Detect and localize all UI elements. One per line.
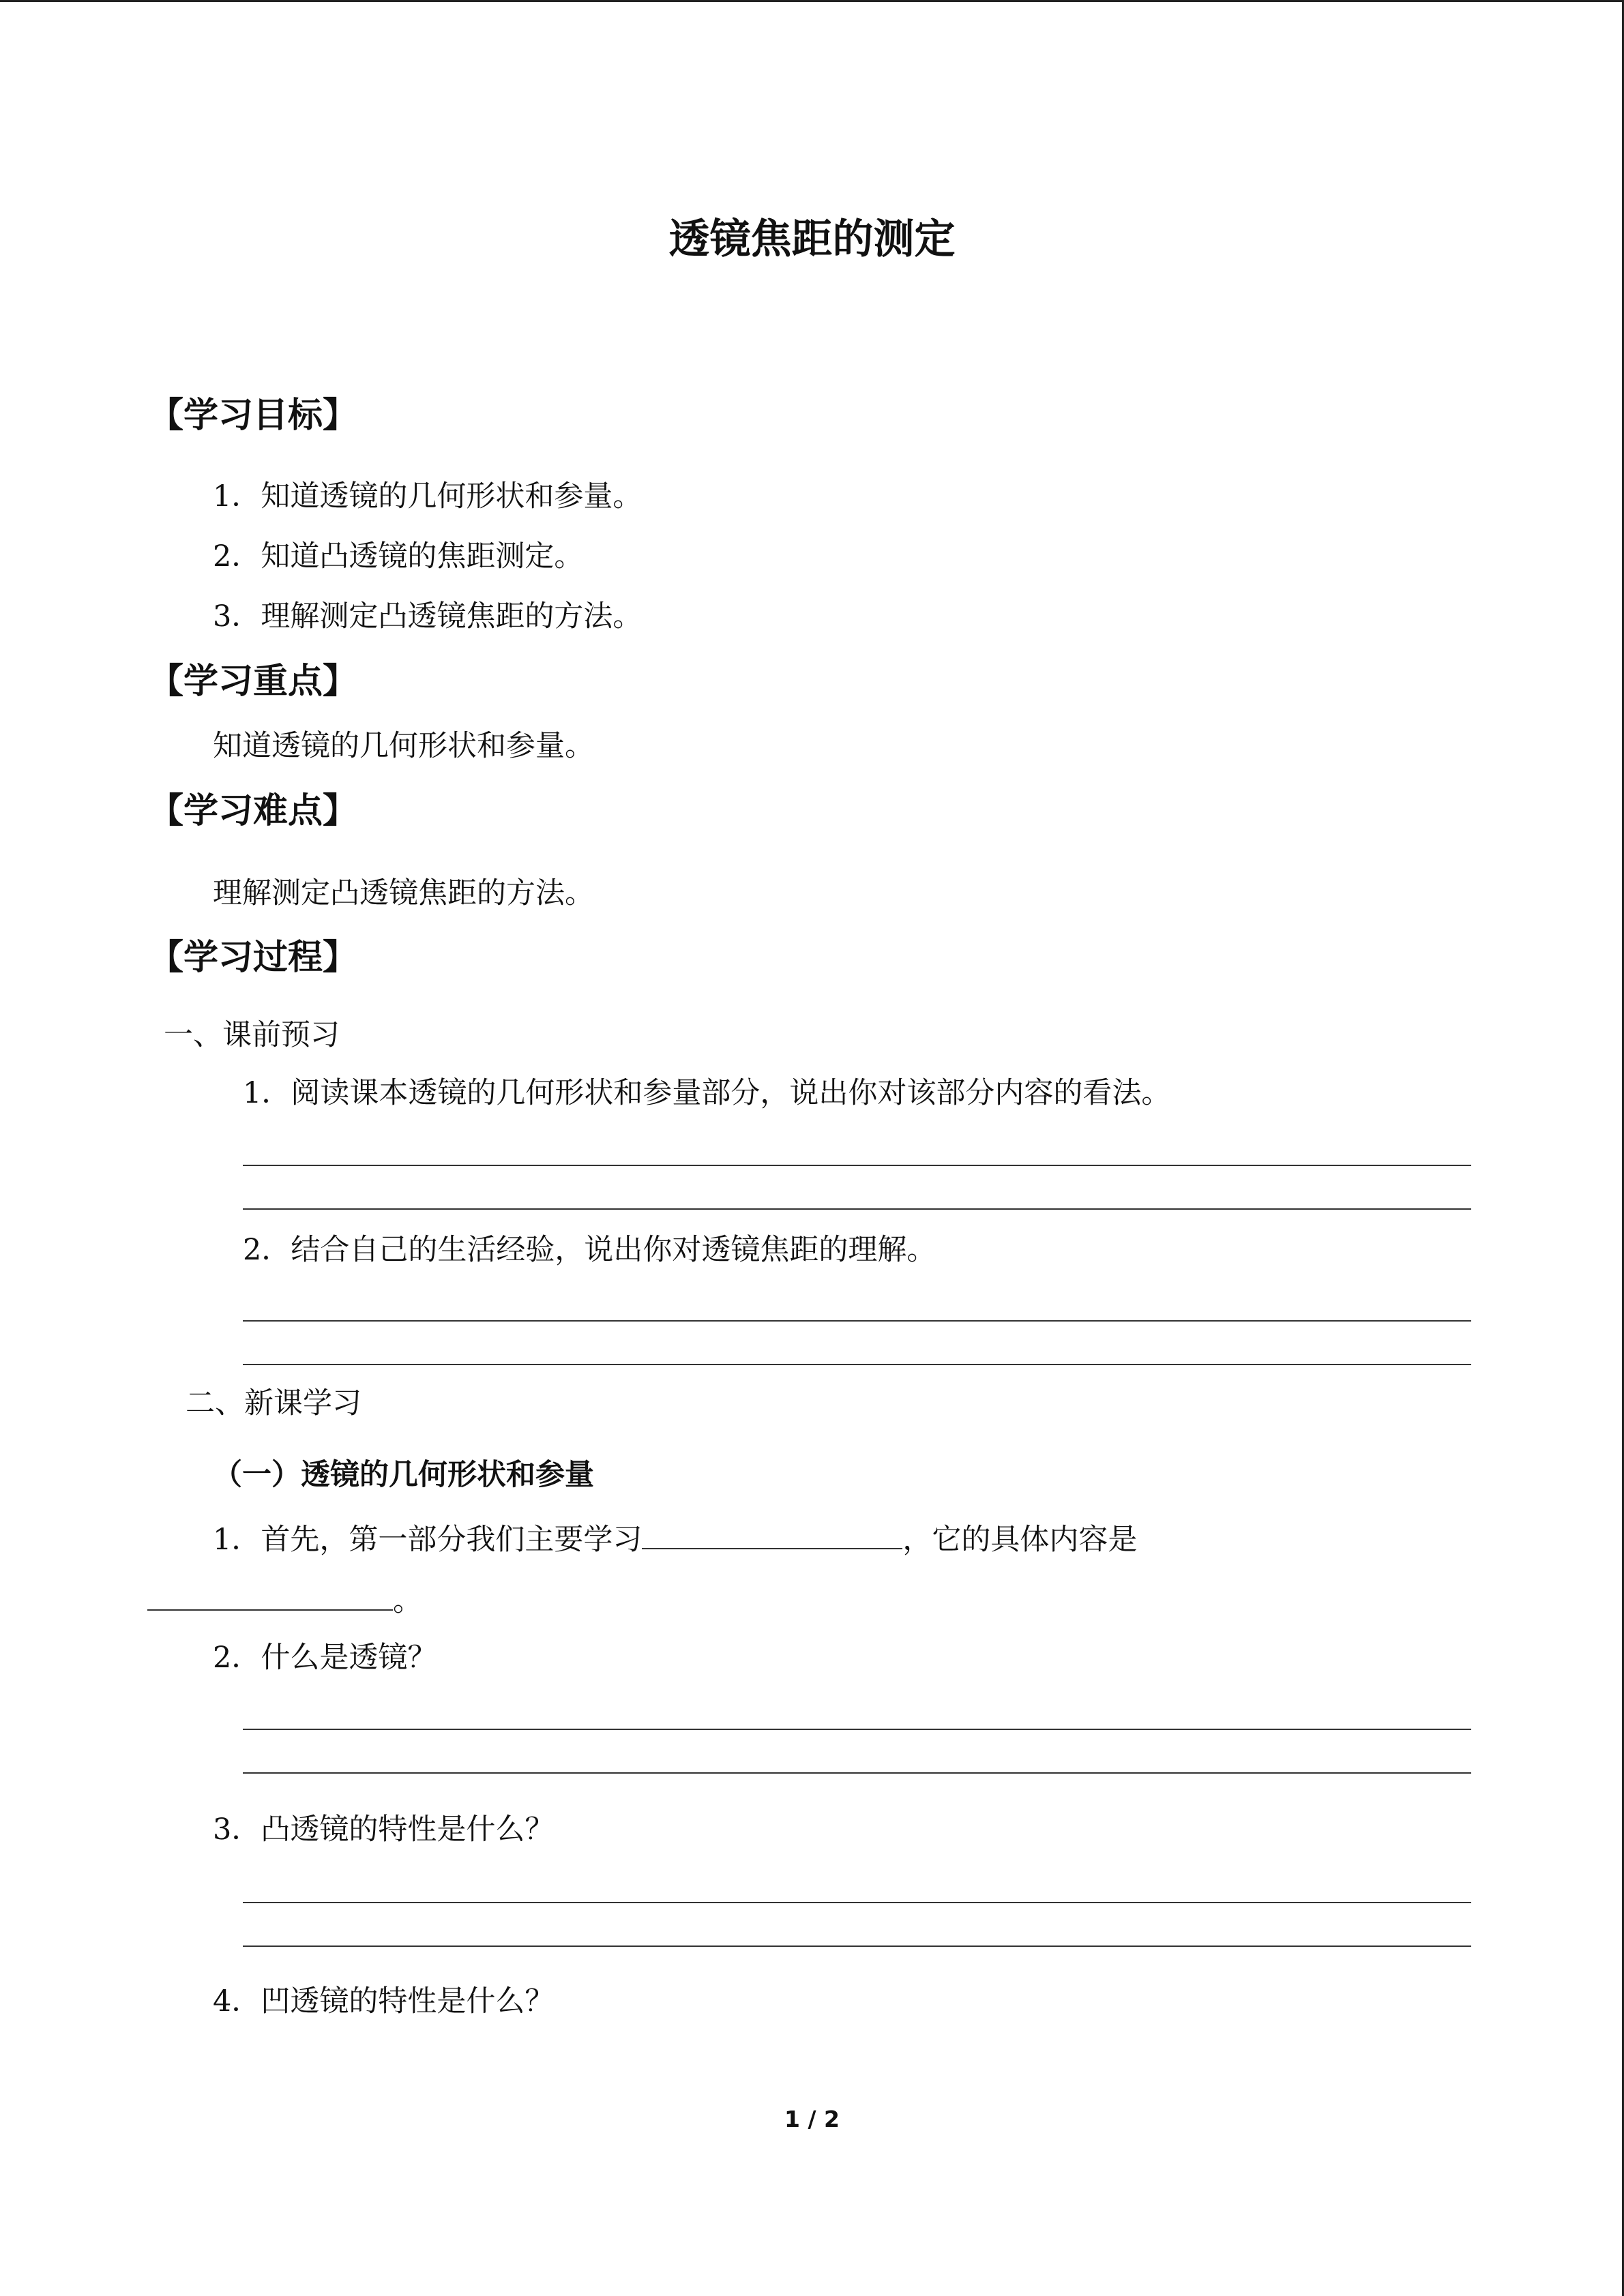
- question-text: 。: [393, 1584, 422, 1618]
- fill-in-blank: [642, 1518, 902, 1549]
- lesson-question-3: 3．凸透镜的特性是什么？: [213, 1813, 555, 1847]
- answer-line: [243, 1364, 1471, 1365]
- preview-question-2: 2．结合自己的生活经验，说出你对透镜焦距的理解。: [243, 1233, 936, 1267]
- objective-item-3: 3．理解测定凸透镜焦距的方法。: [213, 599, 643, 633]
- new-lesson-heading: 二、新课学习: [186, 1386, 361, 1420]
- question-text: 1．首先，第一部分我们主要学习: [213, 1523, 643, 1557]
- lesson-question-2: 2．什么是透镜？: [213, 1641, 437, 1675]
- key-points-heading: 【学习重点】: [149, 661, 358, 702]
- process-heading: 【学习过程】: [149, 938, 358, 978]
- lesson-question-1-continued: [147, 1579, 422, 1622]
- answer-line: [243, 1902, 1471, 1903]
- answer-line: [243, 1165, 1471, 1166]
- lesson-question-1: [213, 1518, 1137, 1560]
- fill-in-blank: [147, 1579, 393, 1611]
- answer-line: [243, 1320, 1471, 1322]
- page-title: 透镜焦距的测定: [668, 215, 956, 263]
- preview-heading: 一、课前预习: [164, 1018, 340, 1052]
- question-text: ，它的具体内容是: [902, 1523, 1138, 1557]
- objective-item-2: 2．知道凸透镜的焦距测定。: [213, 539, 584, 573]
- objectives-heading: 【学习目标】: [149, 396, 358, 436]
- lesson-question-4: 4．凹透镜的特性是什么？: [213, 1984, 555, 2018]
- key-points-text: 知道透镜的几何形状和参量。: [213, 729, 594, 763]
- difficulties-text: 理解测定凸透镜焦距的方法。: [213, 876, 594, 910]
- difficulties-heading: 【学习难点】: [149, 791, 358, 831]
- subsection-heading: （一）透镜的几何形状和参量: [213, 1458, 594, 1492]
- preview-question-1: 1．阅读课本透镜的几何形状和参量部分，说出你对该部分内容的看法。: [243, 1076, 1171, 1110]
- answer-line: [243, 1208, 1471, 1210]
- answer-line: [243, 1729, 1471, 1730]
- answer-line: [243, 1945, 1471, 1947]
- answer-line: [243, 1772, 1471, 1774]
- objective-item-1: 1．知道透镜的几何形状和参量。: [213, 479, 643, 513]
- page-number: 1 / 2: [784, 2106, 840, 2132]
